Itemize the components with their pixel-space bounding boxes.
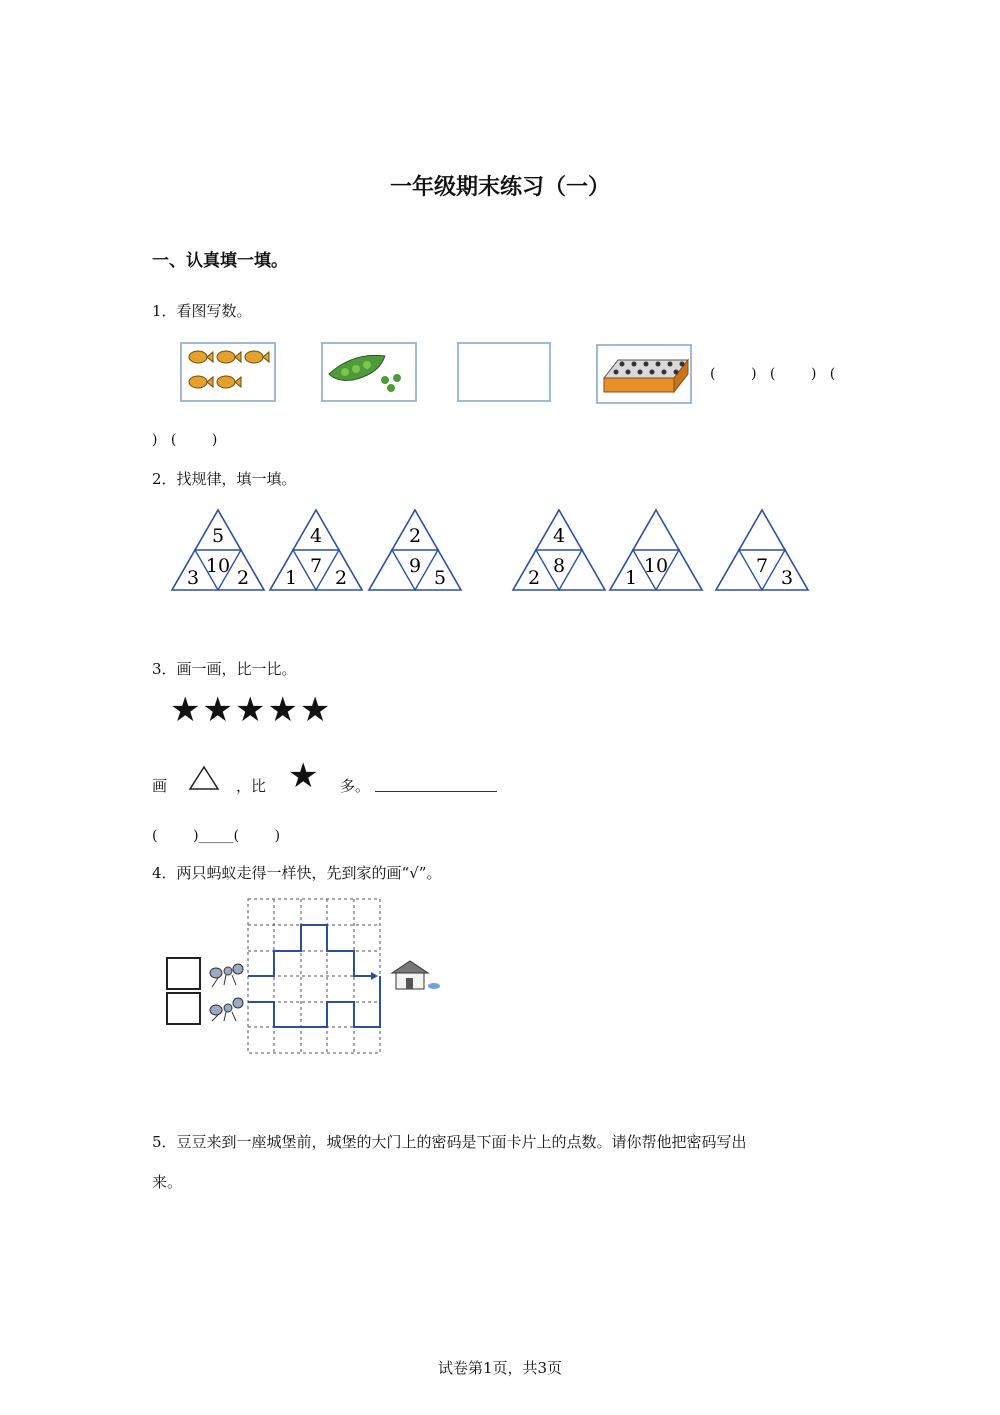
triangle-number-top: 4	[552, 525, 566, 547]
triangle-number-center: 7	[309, 555, 323, 577]
ant-maze-grid	[198, 895, 443, 1055]
triangle-number-center: 10	[643, 555, 669, 577]
triangle-number-center: 8	[552, 555, 566, 577]
triangle-icon	[187, 764, 221, 792]
answer-blanks-row2[interactable]: ) ( )	[152, 432, 218, 448]
arrow-icon	[371, 972, 378, 980]
triangle-number-left: 1	[284, 567, 298, 589]
compare-label: ，比	[236, 777, 267, 795]
triangle-number-right: 3	[780, 567, 794, 589]
star-icon: ★	[288, 756, 319, 796]
star-row: ★★★★★	[170, 690, 333, 730]
triangle-number-right: 5	[433, 567, 447, 589]
triangle-number-left: 3	[186, 567, 200, 589]
checkbox-ant-2[interactable]	[166, 992, 201, 1025]
number-triangle	[716, 510, 808, 590]
question-5-line2: 来。	[152, 1173, 183, 1191]
page-footer: 试卷第1页，共3页	[437, 1359, 563, 1377]
answer-blanks-q3[interactable]: ( )_____( )	[152, 828, 281, 844]
triangle-number-center: 7	[755, 555, 769, 577]
checkbox-ant-1[interactable]	[166, 957, 201, 990]
number-triangle	[270, 510, 362, 590]
peapod-picture-card	[321, 342, 417, 402]
question-2-text: 2．找规律，填一填。	[152, 470, 297, 488]
ant-icon-1	[210, 964, 243, 987]
answer-blanks-row1[interactable]: ( ) ( ) (	[710, 366, 836, 382]
egg-tray-icon	[598, 346, 690, 402]
egg-tray-picture-card	[596, 344, 692, 404]
triangle-number-right: 2	[334, 567, 348, 589]
triangle-number-center: 10	[205, 555, 231, 577]
triangle-number-right: 2	[236, 567, 250, 589]
triangle-number-center: 9	[408, 555, 422, 577]
question-3-text: 3．画一画，比一比。	[152, 660, 297, 678]
triangle-number-left: 1	[624, 567, 638, 589]
number-triangle	[610, 510, 702, 590]
peapod-icon	[323, 344, 415, 400]
fish-icon-group	[182, 344, 274, 400]
section-heading: 一、认真填一填。	[152, 251, 288, 271]
question-1-text: 1．看图写数。	[152, 302, 252, 320]
ant-icon-2	[210, 998, 243, 1021]
triangle-number-top: 4	[309, 525, 323, 547]
number-triangle	[369, 510, 461, 590]
house-icon	[392, 961, 440, 989]
page-title: 一年级期末练习（一）	[389, 174, 610, 200]
number-triangles	[0, 500, 1000, 610]
triangle-number-top: 5	[211, 525, 225, 547]
number-triangle	[513, 510, 605, 590]
draw-label: 画	[152, 777, 168, 795]
empty-picture-card	[457, 342, 551, 402]
more-label: 多。	[340, 777, 371, 795]
number-triangle	[172, 510, 264, 590]
triangle-number-top: 2	[408, 525, 422, 547]
question-4-text: 4．两只蚂蚁走得一样快，先到家的画“√”。	[152, 864, 442, 882]
triangle-number-left: 2	[527, 567, 541, 589]
fish-picture-card	[180, 342, 276, 402]
answer-line[interactable]	[375, 774, 497, 792]
question-5-line1: 5．豆豆来到一座城堡前，城堡的大门上的密码是下面卡片上的点数。请你帮他把密码写出	[152, 1133, 747, 1151]
